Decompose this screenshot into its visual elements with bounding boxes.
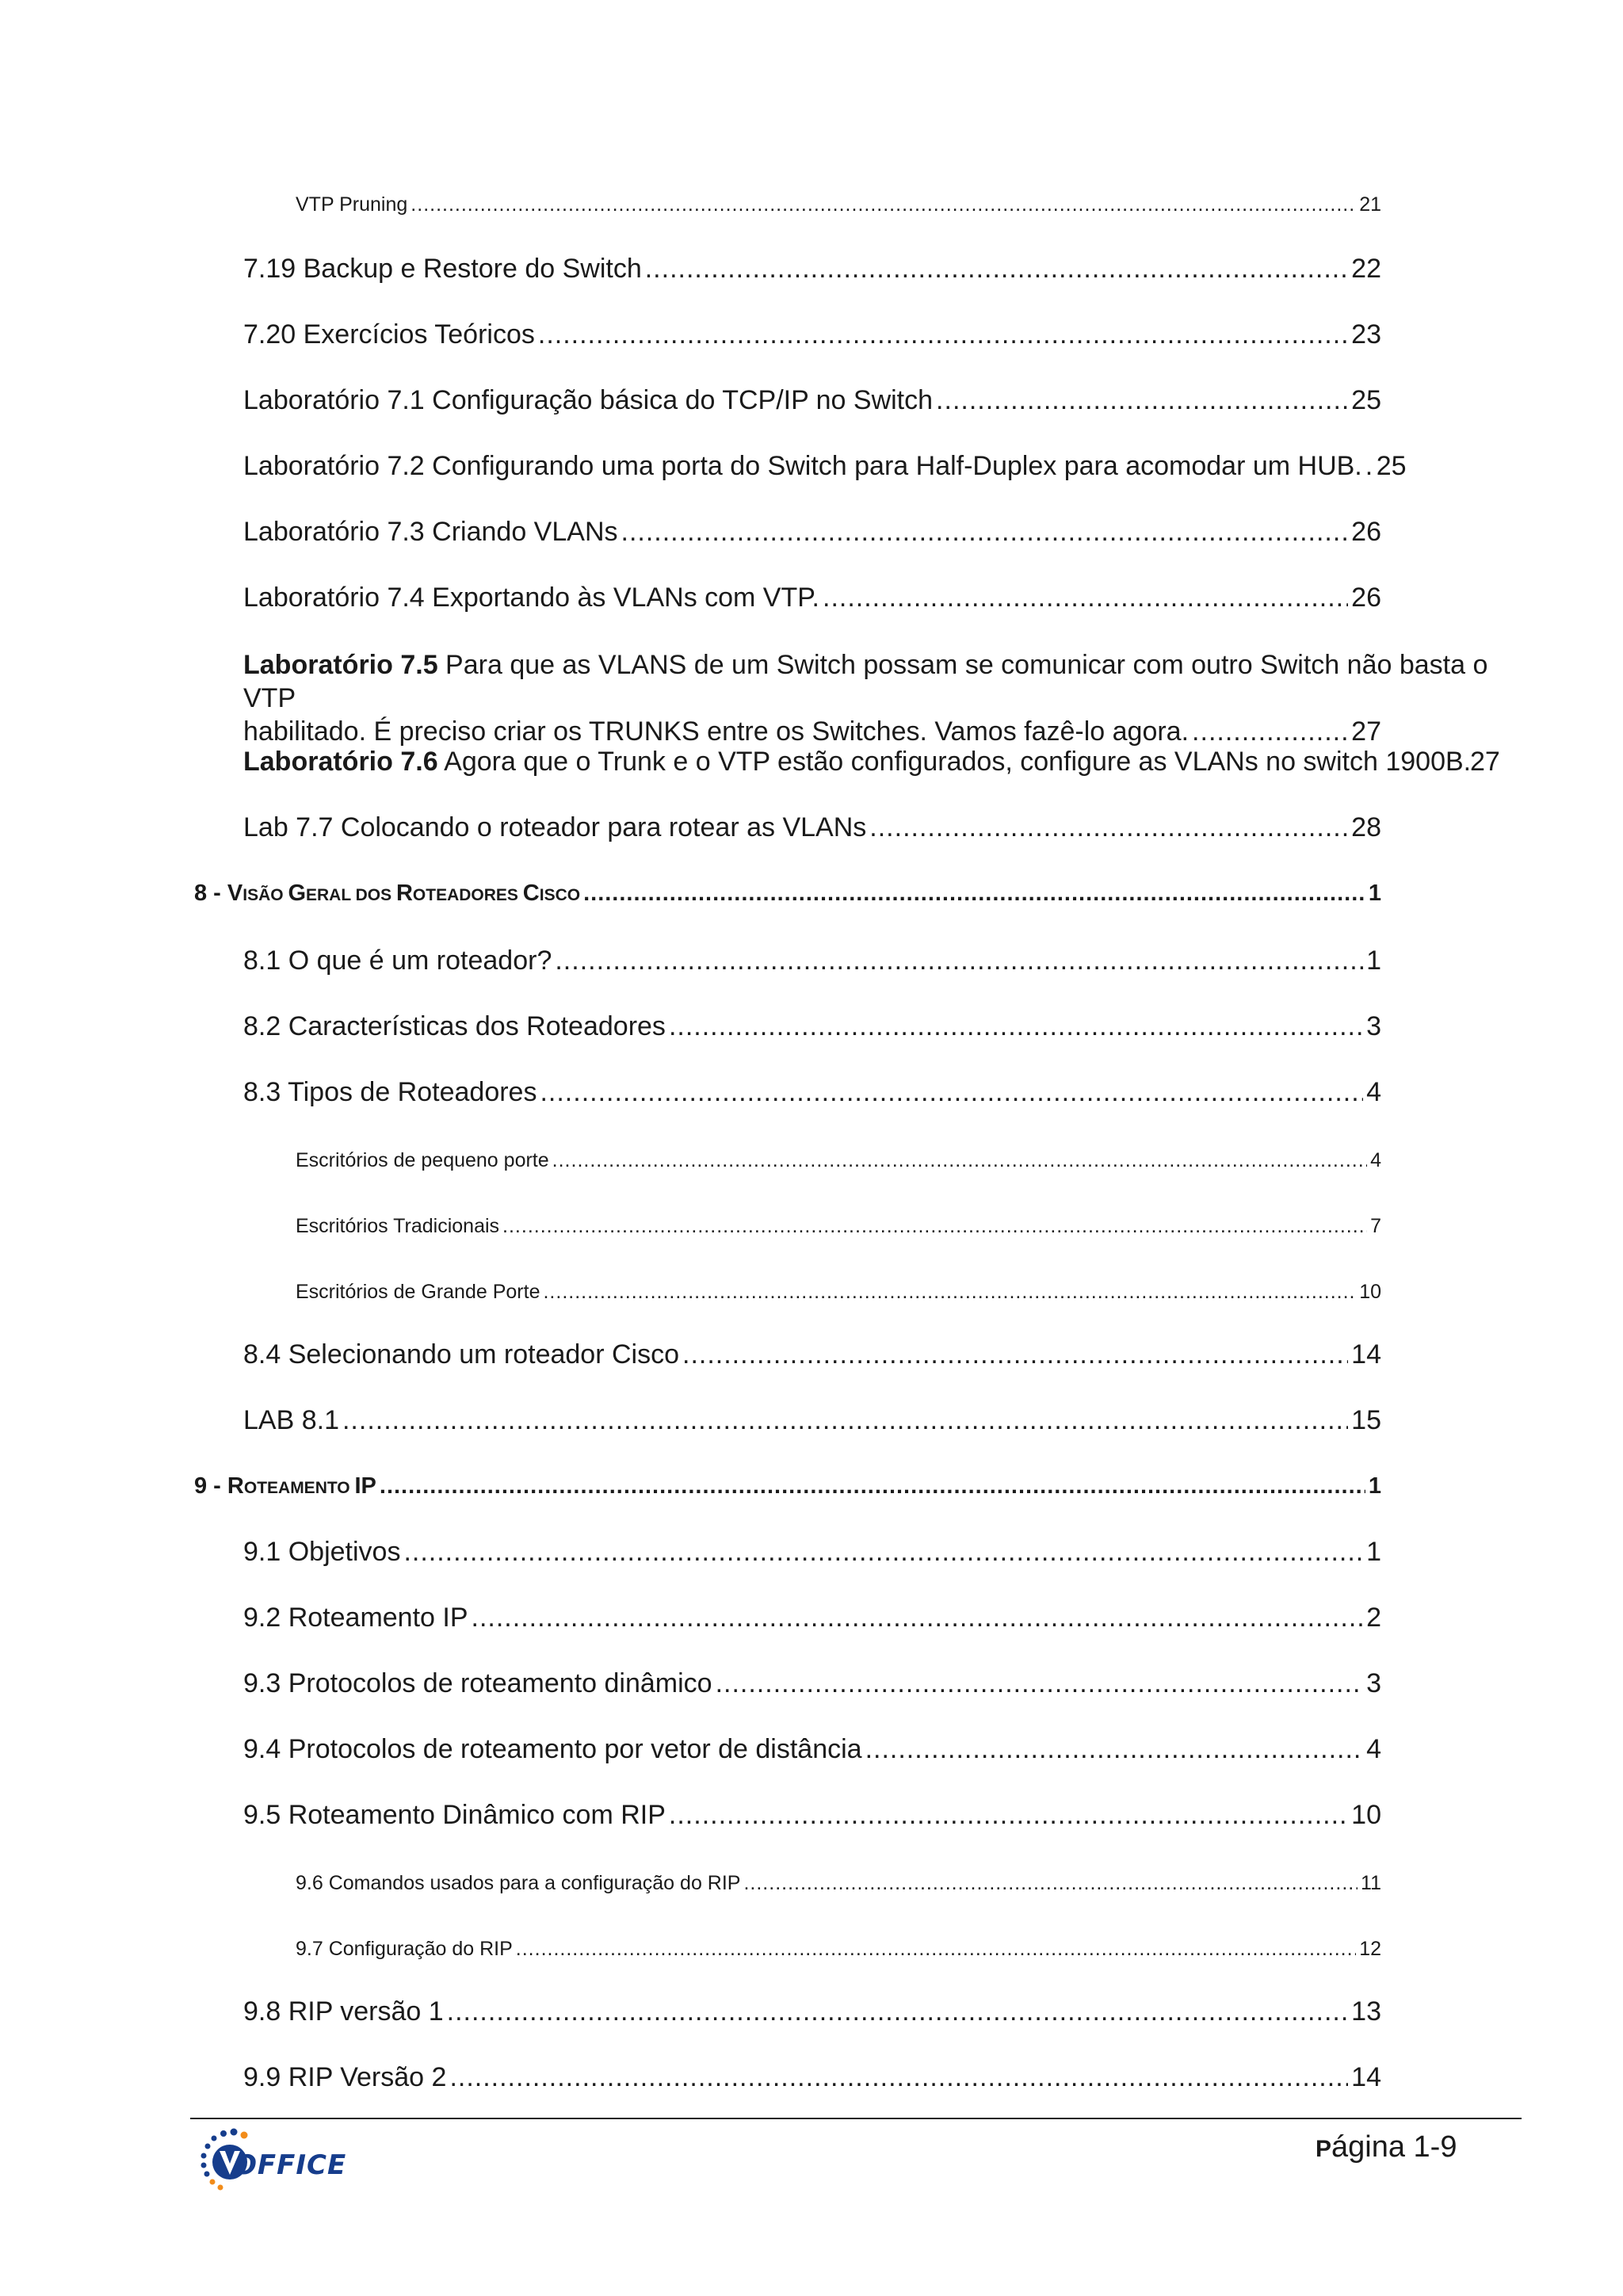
toc-entry-title: 9.7 Configuração do RIP: [296, 1938, 513, 1960]
toc-entry-title: 9.8 RIP versão 1: [243, 1996, 444, 2027]
toc-entry-lab-7-2[interactable]: [243, 451, 1407, 482]
dot-leader: [502, 1215, 1367, 1238]
dot-leader: [823, 583, 1348, 613]
toc-entry-8-4[interactable]: [243, 1339, 1381, 1370]
toc-entry-title: Laboratório 7.3 Criando VLANs: [243, 517, 618, 547]
dot-leader: [447, 1996, 1349, 2027]
toc-entry-lab-7-5[interactable]: [243, 648, 1511, 748]
toc-entry-7-19[interactable]: [243, 254, 1381, 285]
lab-description-continued: habilitado. É preciso criar os TRUNKS entre os Switches. Vamos fazê-lo agora.: [243, 716, 1190, 747]
toc-entry-title: 8.2 Características dos Roteadores: [243, 1011, 666, 1041]
toc-entry-page: 27: [1470, 747, 1500, 777]
toc-entry-9-8[interactable]: [243, 1996, 1381, 2027]
dot-leader: [669, 1011, 1363, 1042]
toc-entry-page: 4: [1370, 1149, 1381, 1171]
toc-entry-lab-7-1[interactable]: [243, 385, 1381, 416]
toc-entry-page: 26: [1351, 517, 1381, 547]
dot-leader: [552, 1149, 1367, 1172]
toc-entry-8-1[interactable]: [243, 946, 1381, 976]
toc-entry-lab-7-6[interactable]: [243, 747, 1511, 777]
page-number-text: ágina 1-9: [1331, 2130, 1457, 2164]
toc-entry-title: Laboratório 7.2 Configurando uma porta do Switch para Half-Duplex para acomodar um HUB.: [243, 451, 1362, 481]
toc-chapter-9[interactable]: [194, 1473, 1381, 1499]
toc-entry-title: Laboratório 7.4 Exportando às VLANs com VTP.: [243, 583, 819, 613]
toc-entry-8-3[interactable]: [243, 1077, 1381, 1108]
toc-entry-page: 11: [1361, 1872, 1381, 1894]
toc-entry-title: 9.2 Roteamento IP: [243, 1603, 468, 1633]
toc-entry-title: 8.4 Selecionando um roteador Cisco: [243, 1339, 679, 1370]
toc-entry-lab-7-3[interactable]: [243, 517, 1381, 548]
toc-entry-title: 7.19 Backup e Restore do Switch: [243, 254, 642, 284]
toc-entry-page: 14: [1351, 1339, 1381, 1370]
dot-leader: [538, 319, 1348, 350]
chapter-title: 9 - ROTEAMENTO IP: [194, 1473, 376, 1499]
dot-leader: [645, 254, 1348, 285]
logo-wordmark: OFFICE: [234, 2149, 347, 2181]
toc-entry-page: 12: [1359, 1938, 1381, 1960]
toc-entry-page: 1: [1368, 1473, 1381, 1499]
dot-leader: [669, 1800, 1348, 1831]
toc-entry-page: 1: [1368, 881, 1381, 906]
toc-entry-page: 4: [1366, 1734, 1381, 1764]
toc-entry-page: 27: [1351, 716, 1381, 747]
toc-entry-title: 8.3 Tipos de Roteadores: [243, 1077, 537, 1107]
dot-leader: [1365, 451, 1373, 482]
lab-label: Laboratório 7.6: [243, 747, 438, 777]
dot-leader: [621, 517, 1349, 548]
toc-entry-title: 9.1 Objetivos: [243, 1537, 401, 1567]
toc-entry-page: 14: [1351, 2062, 1381, 2092]
dot-leader: [865, 1734, 1364, 1765]
toc-entry-page: 21: [1359, 193, 1381, 216]
toc-entry-title: Escritórios Tradicionais: [296, 1215, 500, 1237]
dot-leader: [411, 193, 1356, 216]
toc-entry-page: 22: [1351, 254, 1381, 284]
toc-entry-7-20[interactable]: [243, 319, 1381, 350]
lab-description: Para que as VLANS de um Switch possam se comunicar com outro Switch não basta o VTP: [243, 650, 1488, 713]
toc-entry-page: 15: [1351, 1405, 1381, 1435]
toc-entry-page: 1: [1366, 1537, 1381, 1567]
toc-entry-page: 10: [1359, 1281, 1381, 1303]
dot-leader: [583, 881, 1365, 907]
dot-leader: [936, 385, 1348, 416]
toc-entry-9-9[interactable]: [243, 2062, 1381, 2093]
toc-entry-line-1: [243, 648, 1511, 715]
toc-entry-page: 25: [1376, 451, 1407, 481]
dot-leader: [449, 2062, 1348, 2093]
chapter-title: 8 - VISÃO GERAL DOS ROTEADORES CISCO: [194, 881, 581, 906]
toc-entry-title: Escritórios de Grande Porte: [296, 1281, 540, 1303]
toc-entry-grande-porte[interactable]: [296, 1281, 1381, 1304]
dot-leader: [682, 1339, 1348, 1370]
toc-entry-page: 4: [1366, 1077, 1381, 1107]
toc-entry-9-3[interactable]: [243, 1668, 1381, 1699]
footer-divider: [190, 2118, 1522, 2119]
toc-entry-lab-7-4[interactable]: [243, 583, 1381, 613]
toc-entry-page: 10: [1351, 1800, 1381, 1830]
toc-chapter-8[interactable]: [194, 881, 1381, 907]
lab-label: Laboratório 7.5: [243, 650, 438, 680]
dot-leader: [716, 1668, 1364, 1699]
toc-entry-8-2[interactable]: [243, 1011, 1381, 1042]
toc-entry-lab-7-7[interactable]: [243, 812, 1381, 843]
toc-entry-page: 3: [1366, 1011, 1381, 1041]
dot-leader: [472, 1603, 1364, 1633]
dot-leader: [743, 1872, 1358, 1895]
toc-entry-title: 9.3 Protocolos de roteamento dinâmico: [243, 1668, 712, 1698]
toc-entry-page: 2: [1366, 1603, 1381, 1633]
dot-leader: [555, 946, 1363, 976]
dot-leader: [1192, 715, 1348, 748]
toc-entry-9-4[interactable]: [243, 1734, 1381, 1765]
toc-entry-page: 28: [1351, 812, 1381, 842]
toc-entry-title: Escritórios de pequeno porte: [296, 1149, 549, 1171]
toc-entry-page: 26: [1351, 583, 1381, 613]
toc-entry-title: 7.20 Exercícios Teóricos: [243, 319, 535, 350]
toc-entry-page: 13: [1351, 1996, 1381, 2027]
toc-entry-title: Lab 7.7 Colocando o roteador para rotear as VLANs: [243, 812, 867, 842]
toc-entry-title: 8.1 O que é um roteador?: [243, 946, 552, 976]
toc-entry-title: VTP Pruning: [296, 193, 408, 216]
toc-entry-tradicionais[interactable]: [296, 1215, 1381, 1238]
toc-entry-title: 9.4 Protocolos de roteamento por vetor de distância: [243, 1734, 862, 1764]
toc-entry-line-2: [243, 715, 1381, 748]
toc-entry-9-5[interactable]: [243, 1800, 1381, 1831]
toc-entry-pequeno-porte[interactable]: [296, 1149, 1381, 1172]
toc-entry-page: 7: [1370, 1215, 1381, 1237]
toc-entry-page: 23: [1351, 319, 1381, 350]
dot-leader: [342, 1405, 1348, 1436]
lab-description: Agora que o Trunk e o VTP estão configurados, configure as VLANs no switch 1900B.: [437, 747, 1472, 777]
toc-entry-9-7[interactable]: [296, 1938, 1381, 1961]
dot-leader: [543, 1281, 1356, 1304]
toc-entry-title: 9.5 Roteamento Dinâmico com RIP: [243, 1800, 666, 1830]
dot-leader: [540, 1077, 1363, 1108]
page-number-prefix: P: [1316, 2136, 1332, 2162]
toc-entry-9-2[interactable]: [243, 1603, 1381, 1633]
toc-entry-title: LAB 8.1: [243, 1405, 339, 1435]
dot-leader: [380, 1473, 1365, 1499]
dot-leader: [403, 1537, 1363, 1568]
toc-entry-title: 9.9 RIP Versão 2: [243, 2062, 447, 2092]
toc-entry-9-6[interactable]: [296, 1872, 1381, 1895]
toc-entry-page: 1: [1366, 946, 1381, 976]
dot-leader: [869, 812, 1348, 843]
toc-entry-lab-8-1[interactable]: [243, 1405, 1381, 1436]
toc-entry-title: Laboratório 7.1 Configuração básica do TCP/IP no Switch: [243, 385, 934, 415]
toc-entry-title: 9.6 Comandos usados para a configuração do RIP: [296, 1872, 741, 1894]
page-number: [1316, 2130, 1457, 2164]
toc-entry-9-1[interactable]: [243, 1537, 1381, 1568]
toc-entry-vtp-pruning[interactable]: [296, 193, 1381, 216]
toc-entry-page: 25: [1351, 385, 1381, 415]
toc-entry-page: 3: [1366, 1668, 1381, 1698]
dot-leader: [516, 1938, 1356, 1961]
